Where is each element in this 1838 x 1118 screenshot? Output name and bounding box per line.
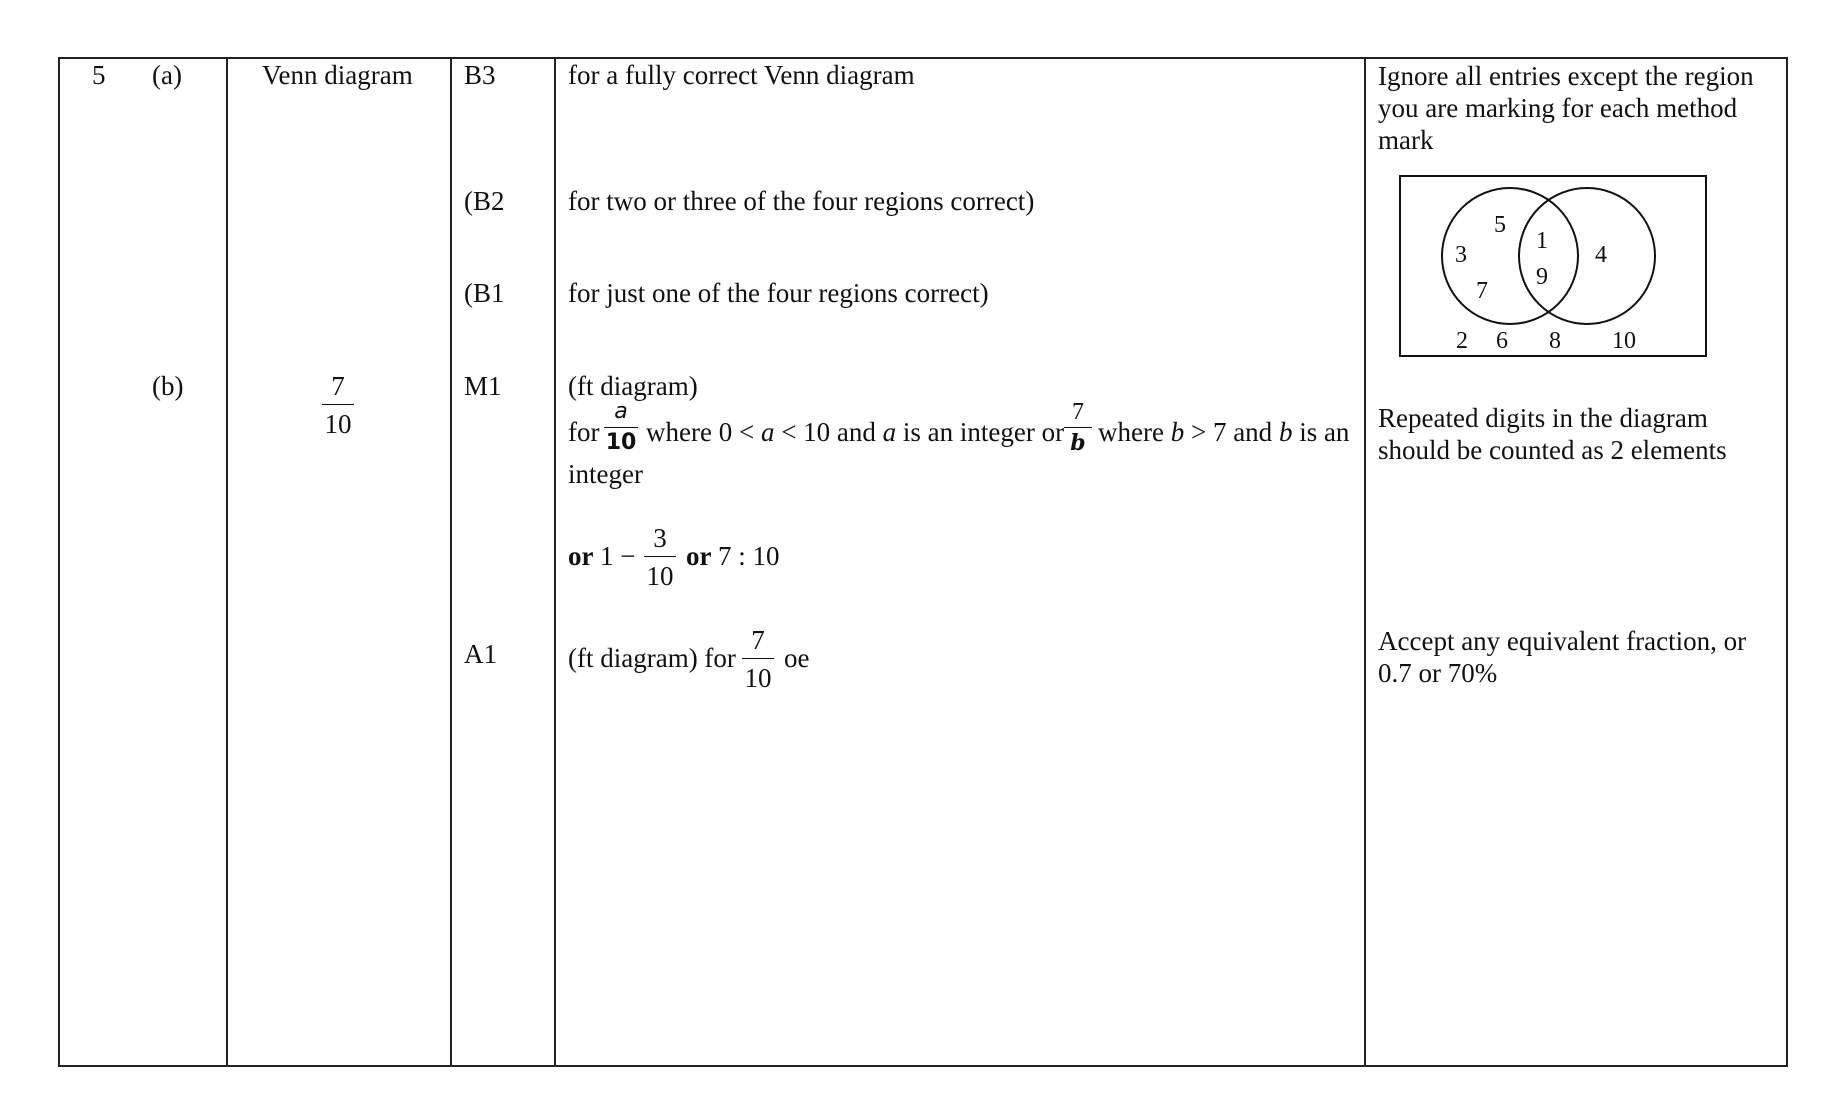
venn-outside-8: 8: [1549, 328, 1561, 354]
question-number: 5: [92, 60, 106, 90]
part-b-answer-denominator: 10: [324, 409, 352, 439]
a1-fraction-7-over-10: [742, 626, 774, 692]
guidance-repeated-digits: Repeated digits in the diagram should be counted as 2 elements: [1378, 403, 1727, 465]
column-divider-4: [1364, 57, 1366, 1067]
venn-outside-6: 6: [1496, 328, 1508, 354]
m1-frac3-numerator: 3: [653, 523, 667, 553]
mark-b2-text: for two or three of the four regions correct): [568, 186, 1035, 216]
mark-b1-code: (B1: [464, 278, 505, 308]
m1-frac3-denominator: 10: [646, 561, 674, 591]
m1-var-a: a: [760, 417, 775, 447]
m1-fraction-3-over-10: [644, 524, 676, 590]
m1-ratio: 7 : 10: [718, 541, 780, 571]
m1-integer-or: is an integer or: [902, 417, 1065, 447]
venn-right-4: 4: [1595, 242, 1607, 268]
m1-frac2-numerator: 7: [1072, 399, 1084, 425]
guidance-ignore-entries: Ignore all entries except the region you are marking for each method mark: [1378, 61, 1754, 155]
m1-where1: where 0 <: [646, 417, 755, 447]
fraction-bar: [322, 404, 354, 405]
m1-fraction-7-over-b: [1064, 400, 1092, 455]
part-b-answer-numerator: 7: [331, 371, 345, 401]
venn-intersection-1: 1: [1536, 228, 1548, 254]
m1-cond1: < 10 and: [781, 417, 876, 447]
guidance-accept-equivalent: Accept any equivalent fraction, or 0.7 or 70%: [1378, 626, 1747, 688]
mark-b1-text: for just one of the four regions correct): [568, 278, 989, 308]
m1-integer: integer: [568, 459, 643, 489]
m1-one-minus: 1 −: [600, 541, 636, 571]
mark-b3-text: for a fully correct Venn diagram: [568, 60, 915, 90]
fraction-bar: [604, 427, 638, 428]
venn-outside-2: 2: [1456, 328, 1468, 354]
venn-left-5: 5: [1494, 212, 1506, 238]
m1-fraction-a-over-10: [604, 400, 638, 455]
m1-where2: where: [1098, 417, 1164, 447]
a1-frac-numerator: 7: [751, 625, 765, 655]
m1-condition-text-2: [1098, 416, 1349, 448]
venn-outside-10: 10: [1612, 328, 1636, 354]
mark-a1-code: A1: [464, 639, 497, 669]
column-divider-2: [450, 57, 452, 1067]
table-border-left: [58, 57, 60, 1067]
m1-condition-text: [646, 416, 1064, 448]
part-a-answer: Venn diagram: [262, 60, 413, 90]
fraction-bar: [742, 658, 774, 659]
venn-intersection-9: 9: [1536, 264, 1548, 290]
part-b-label: (b): [152, 371, 184, 401]
m1-or-2: or: [686, 541, 712, 571]
fraction-bar: [1064, 427, 1092, 428]
m1-frac1-numerator: a: [614, 399, 628, 424]
m1-var-b2: b: [1278, 417, 1293, 447]
m1-var-b: b: [1170, 417, 1185, 447]
a1-ft-diagram-for: (ft diagram) for: [568, 643, 736, 673]
mark-b2-code: (B2: [464, 186, 505, 216]
venn-left-3: 3: [1455, 242, 1467, 268]
m1-is-an: is an: [1299, 417, 1350, 447]
venn-diagram: [1398, 174, 1710, 360]
m1-ft-diagram: (ft diagram): [568, 371, 698, 401]
a1-frac-denominator: 10: [744, 663, 772, 693]
part-a-label: (a): [152, 60, 182, 90]
m1-var-a2: a: [882, 417, 897, 447]
m1-for: for: [568, 417, 600, 447]
table-border-bottom: [58, 1065, 1786, 1067]
fraction-bar: [644, 556, 676, 557]
a1-oe: oe: [784, 643, 810, 673]
venn-circle-right: [1519, 188, 1655, 324]
column-divider-3: [554, 57, 556, 1067]
m1-frac1-denominator: 10: [605, 430, 637, 455]
table-border-right: [1786, 57, 1788, 1067]
mark-b3-code: B3: [464, 60, 496, 90]
venn-left-7: 7: [1476, 278, 1488, 304]
m1-frac2-denominator: b: [1070, 430, 1086, 456]
m1-or-1: or: [568, 541, 594, 571]
m1-cond2: > 7 and: [1190, 417, 1273, 447]
column-divider-1: [226, 57, 228, 1067]
part-b-answer-fraction: [322, 372, 354, 438]
mark-m1-code: M1: [464, 371, 502, 401]
